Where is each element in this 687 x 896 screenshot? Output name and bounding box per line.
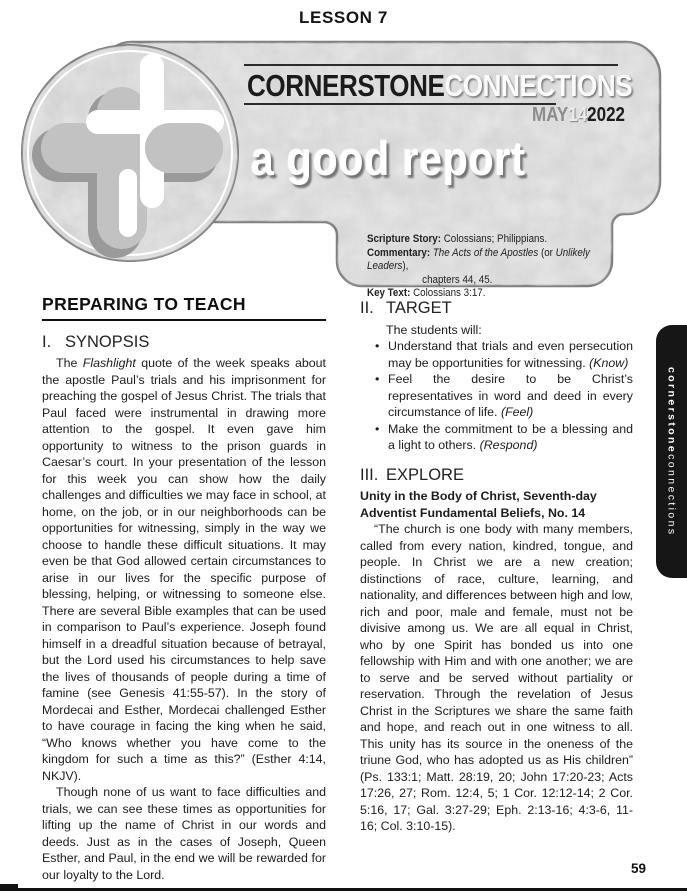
commentary-tail: ), (402, 260, 409, 273)
synopsis-heading (42, 334, 326, 351)
footer-rule (0, 888, 687, 891)
commentary-alt-title: Unlikely Leaders (367, 246, 590, 273)
page-number: 59 (630, 861, 646, 876)
scripture-story-line (367, 233, 620, 247)
date-year: 2022 (587, 104, 625, 126)
target-heading (360, 300, 633, 317)
synopsis-paragraph-1 (42, 355, 326, 784)
scripture-block (367, 233, 620, 301)
keytext-label: Key Text: (367, 287, 411, 300)
bullet-2-text: Feel the desire to be Christ’s representatives in word and deed in every circumstance of life. (388, 372, 633, 419)
target-bullet-2 (375, 371, 633, 421)
side-tab-vertical-text (666, 367, 678, 537)
target-number: II. (360, 299, 374, 317)
brand-cornerstone: CORNERSTONE (247, 68, 445, 103)
commentary-title: The Acts of the Apostles (432, 246, 539, 259)
bullet-icon: • (375, 339, 380, 353)
scripture-story-label: Scripture Story: (367, 233, 441, 245)
side-tab-connections: connections (665, 453, 678, 537)
section-title: PREPARING TO TEACH (42, 296, 326, 321)
commentary-label: Commentary: (367, 246, 431, 259)
target-bullet-list (375, 338, 633, 454)
synopsis-p1-italic: Flashlight (82, 356, 136, 370)
lesson-label: LESSON 7 (299, 8, 388, 27)
target-bullet-1 (375, 338, 633, 371)
scripture-story-value: Colossians; Philippians. (443, 233, 548, 245)
commentary-mid: (or (540, 246, 553, 259)
bullet-1-text: Understand that trials and even persecution may be opportunities for witnessing. (388, 339, 633, 370)
lesson-title: a good report (251, 132, 526, 185)
bullet-1-tag: (Know) (589, 355, 629, 370)
explore-number: III. (360, 465, 379, 484)
synopsis-p1-pre: The (56, 356, 83, 370)
side-tab (656, 325, 687, 578)
target-title: TARGET (386, 299, 452, 317)
synopsis-p1-post: quote of the week speaks about the apostle Paul’s trials and his imprisonment for preaching the gospel of Jesus Christ. The trials that Paul faced were instrumental in drawing more attention to the gospel. It even gave him opportunity to witness to the prison guards in Caesar’s court. In your presentation of the lesson for this week you can show how the daily challenges and difficulties we may face in school, at home, on the job, or in our neighborhoods can be opportunities for witnessing, simply in the way we choose to handle these difficult situations. It may even be that God allowed certain circumstances to arise in our lives for the specific purpose of blessing, helping, or witnessing to someone else. There are several Bible examples that can be used in comparison to Paul’s experience. Joseph found himself in a dreadful situation because of betrayal, but the Lord used his circumstances to help save the lives of thousands of people during a time of famine (see Genesis 41:55-57). In the story of Mordecai and Esther, Mordecai challenged Esther to have courage in facing the king when he said, “Who knows whether you have come to the kingdom for such a time as this?” (Esther 4:14, NKJV). (42, 356, 326, 783)
left-column (42, 296, 326, 883)
issue-date (305, 104, 625, 127)
explore-subhead: Unity in the Body of Christ, Seventh-day Adventist Fundamental Beliefs, No. 14 (360, 489, 597, 520)
explore-paragraph: “The church is one body with many members, called from every nation, kindred, tongue, and people. In Christ we are a new creation; distinctions of race, culture, learning, and nationality, and differences between high and low, rich and poor, male and female, must not be divisive among us. We are all equal in Christ, who by one Spirit has bonded us into one fellowship with Him and with one another; we are to serve and be served without partiality or reservation. Through the revelation of Jesus Christ in the Scriptures we share the same faith and hope, and reach out in one witness to all. This unity has its source in the oneness of the triune God, who has adopted us as His children” (Ps. 133:1; Matt. 28:19, 20; John 17:20-23; Acts 17:26, 27; Rom. 12:4, 5; 1 Cor. 12:12-14; 2 Cor. 5:16, 17; Gal. 3:27-29; Eph. 2:13-16; 4:3-6, 11-16; Col. 3:10-15). (360, 522, 633, 833)
brand-wordmark (247, 68, 632, 104)
bullet-3-tag: (Respond) (479, 438, 538, 452)
date-day: 14 (568, 104, 588, 126)
bullet-3-text: Make the commitment to be a blessing and a light to others. (388, 421, 633, 452)
commentary-line (367, 247, 620, 288)
commentary-continuation: chapters 44, 45. (422, 273, 493, 286)
brand-connections: CONNECTIONS (444, 68, 633, 103)
explore-heading (360, 467, 633, 484)
date-month: MAY (532, 104, 569, 126)
right-column (360, 300, 633, 835)
keytext-value: Colossians 3:17. (413, 287, 486, 300)
bullet-2-tag: (Feel) (500, 405, 534, 419)
synopsis-paragraph-2: Though none of us want to face difficulties and trials, we can see these times as opportunities for lifting up the name of Christ in our words and deeds. Just as in the cases of Joseph, Queen Esther, and Paul, in the end we will be rewarded for our loyalty to the Lord. (42, 785, 326, 882)
wordmark-rule-top (244, 64, 618, 66)
bullet-icon: • (375, 372, 380, 386)
target-bullet-3 (375, 421, 633, 454)
synopsis-title: SYNOPSIS (65, 332, 150, 351)
side-tab-cornerstone: cornerstone (665, 366, 678, 454)
target-intro: The students will: (386, 322, 482, 337)
synopsis-number: I. (42, 332, 52, 351)
explore-title: EXPLORE (386, 465, 464, 484)
bullet-icon: • (375, 421, 380, 436)
